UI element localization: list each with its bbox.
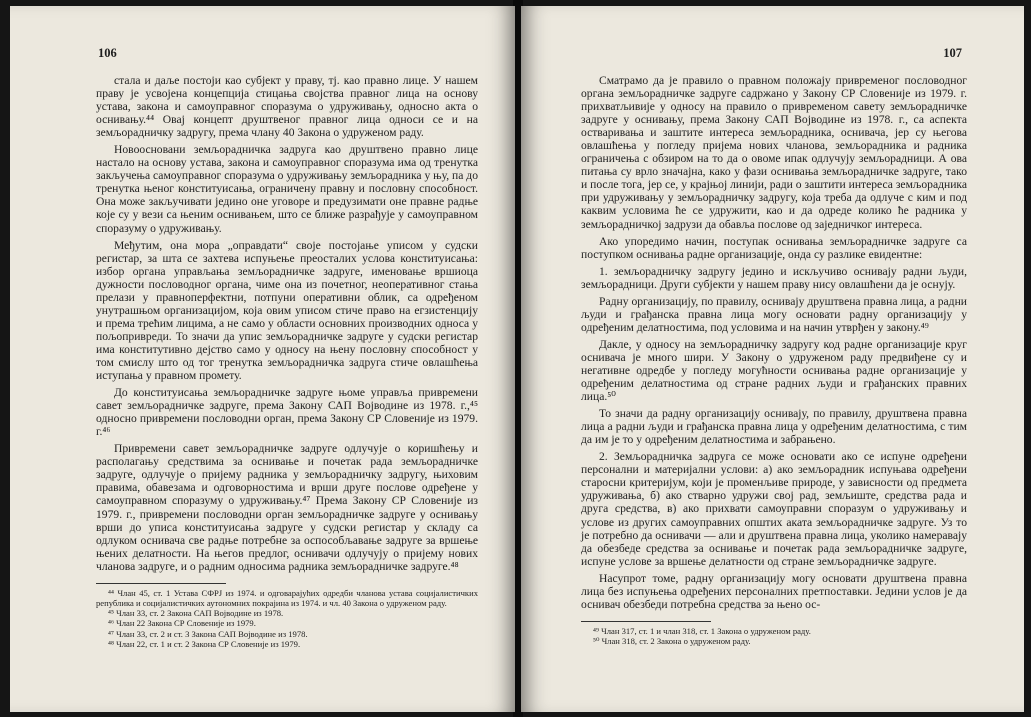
paragraph: До конституисања земљорадничке задруге њоме управља привремени савет земљорадничке задруге, према Закону САП Војводине из 1978. г.,⁴⁵ односно привремени пословодни орган, према Закону СР Словеније из 1979. г.⁴⁶ xyxy=(96,386,478,439)
paragraph: Међутим, она мора „оправдати“ своје постојање уписом у судски регистар, за шта се захтева испуњење преосталих услова конституисања: избор органа управљања земљорадничке задруге, именовање вршиоца дужности пословодног органа, чиме она из почетног, неоперативног стања прелази у правноперфектни, потпуни оперативни облик, са одређеном унутрашњом организацијом, која овим уписом стиче право на егзистенцију и према трећим лицима, а не само у области основних производних односа у пољопривреди. То значи да упис земљорадничке задруге у судски регистар има конститутивно дејство само у односу на њену пословну способност у том смислу што од тог тренутка земљорадничка задруга стиче овлашћења иступања у правном промету. xyxy=(96,238,478,383)
right-page xyxy=(521,6,1024,712)
page-number: 107 xyxy=(943,46,962,60)
paragraph: Ако упоредимо начин, поступак оснивања земљорадничке задруге са поступком оснивања радне организације, онда су разлике евидентне: xyxy=(581,234,967,261)
footnotes xyxy=(96,588,478,649)
page-body xyxy=(96,74,478,649)
list-item: 1. земљорадничку задругу једино и искључиво оснивају радни људи, земљорадници. Други субјекти у нашем праву нису овлашћени да је оснују. xyxy=(581,264,967,291)
list-item: 2. Земљорадничка задруга се може основати ако се испуне одређени персонални и материјални услови: а) ако земљорадник испуњава одређени старосни критеријум, који је променљиве природе, у зависности од предмета удруживања, б) ако стварно удружи свој рад, земљиште, средства рада и друга средства, в) ако прихвати самоуправни споразум о удруживању и услове из других самоуправних општих аката земљорадничке задруге. Уз то је потребно да оснивачи — али и друштвена правна лица, уколико намеравају да обезбеде средства за оснивање и почетак рада земљорадничке задруге, испуне услове за вршење делатности од стране земљорадничке задруге. xyxy=(581,450,967,568)
paragraph: То значи да радну организацију оснивају, по правилу, друштвена правна лица а радни људи и грађанска правна лица у одређеним делатностима, с тим да им је то у одређеним делатностима и забрањено. xyxy=(581,407,967,447)
footnotes xyxy=(581,626,967,646)
footnote: ⁴⁵ Члан 33, ст. 2 Закона САП Војводине из 1978. xyxy=(108,608,284,619)
paragraph: Привремени савет земљорадничке задруге одлучује о коришћењу и располагању средствима за оснивање и почетак рада земљорадничке задруге, одлучује о пријему радника у земљорадничку задругу, њиховим правима, обавезама и одговорностима и врши друге послове одређене у самоуправном споразуму о удруживању.⁴⁷ Према Закону СР Словеније из 1979. г., привремени пословодни орган земљорадничке задруге у оснивању врши до уписа конституисања задруге у судски регистар у складу са одлуком оснивача све радње потребне за оспособљавање задруге за вршење њених делатности. На његов предлог, оснивачи одлучују о пријему нових чланова задруге, и о радним односима радника земљорадничке задруге.⁴⁸ xyxy=(96,442,478,573)
footnote: ⁴⁸ Члан 22, ст. 1 и ст. 2 Закона СР Словеније из 1979. xyxy=(108,638,301,649)
footnote-rule xyxy=(581,621,711,622)
paragraph: Новоосновани земљорадничка задруга као друштвено правно лице настало на основу устава, закона и самоуправног споразума има од тренутка закључења самоуправног споразума о удруживању земљорадника у њу, па до тренутка њеног конституисања, ограничену правну и пословну способност. Она може закључивати једино оне уговоре и предузимати оне правне радње које су у вези са њеним оснивањем, што се ближе разрађује у самоуправном споразуму о удруживању. xyxy=(96,143,478,235)
left-page xyxy=(10,6,515,712)
paragraph: Насупрот томе, радну организацију могу основати друштвена правна лица без испуњења одређених персоналних претпоставки. Једини услов је да оснивач обезбеди потребна средства за њено ос- xyxy=(581,571,967,611)
footnote: ⁴⁷ Члан 33, ст. 2 и ст. 3 Закона САП Војводине из 1978. xyxy=(108,628,308,639)
page-number: 106 xyxy=(98,46,117,60)
paragraph: Радну организацију, по правилу, оснивају друштвена правна лица, а радни људи и грађанска правна лица могу основати радну организацију у одређеним делатностима, под условима и на начин утврђен у закону.⁴⁹ xyxy=(581,294,967,334)
paragraph: Сматрамо да је правило о правном положају привременог пословодног органа земљорадничке задруге садржано у Закону СР Словеније из 1979. г. прихватљивије у односу на правило о привременом савету земљорадничке задруге у оснивању, према Закону САП Војводине из 1978. г., са аспекта остваривања и заштите интереса земљорадника, оснивача, јер су његова овлашћења у погледу пријема нових чланова, земљорадника и радника ограничења с обзиром на то да о овоме ипак одлучују земљорадници. А ова питања су врло значајна, како у фази оснивања земљорадничке задруге, тако и после тога, јер се, у крајњој линији, ради о заштити интереса земљорадника при удруживању у земљорадничку задругу, која треба да одлуче с ким и под каквим условима ће се удружити, као и да одреде колико ће радника у земљорадничкој задрузи да обавља послове од заједничког интереса. xyxy=(581,74,967,231)
paragraph: стала и даље постоји као субјект у праву, тј. као правно лице. У нашем праву је усвојена концепција стицања својства правног лица на основу устава, закона и самоуправног споразума о удруживању, односно акта о оснивању.⁴⁴ Овај концепт друштвеног правног лица односи се и на земљорадничку задругу, према члану 40 Закона о удруженом раду. xyxy=(96,74,478,140)
footnote: ⁴⁹ Члан 317, ст. 1 и члан 318, ст. 1 Закона о удруженом раду. xyxy=(593,625,811,636)
footnote: ⁴⁴ Члан 45, ст. 1 Устава СФРЈ из 1974. и одговарајућих одредби чланова устава социјалистичких република и социјалистичких аутономних покрајина из 1974. и чл. 40 Закона о удруженом раду. xyxy=(96,587,478,608)
paragraph: Дакле, у односу на земљорадничку задругу код радне организације круг оснивача је много шири. У Закону о удруженом раду предвиђене су и негативне одредбе у погледу могућности оснивања радне организације у одређеним делатностима од стране радних људи и грађанских правних лица.⁵⁰ xyxy=(581,337,967,404)
footnote: ⁵⁰ Члан 318, ст. 2 Закона о удруженом раду. xyxy=(593,636,751,647)
page-body xyxy=(581,74,967,646)
footnote: ⁴⁶ Члан 22 Закона СР Словеније из 1979. xyxy=(108,618,256,629)
footnote-rule xyxy=(96,583,226,584)
